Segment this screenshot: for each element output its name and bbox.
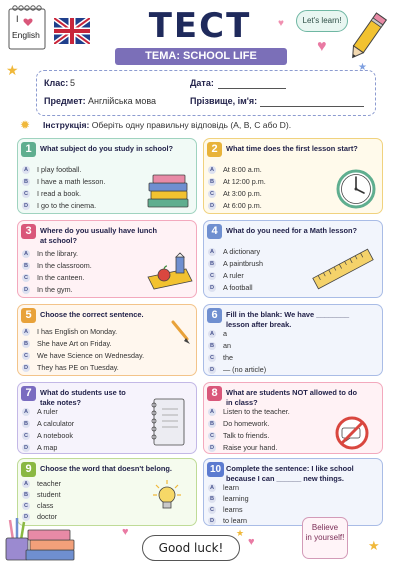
question-text: What are students NOT allowed to do in class?: [226, 388, 357, 407]
notebook-word-english: English: [12, 30, 40, 40]
question-number: 3: [21, 224, 36, 239]
question-number: 7: [21, 386, 36, 401]
question-card-4: [203, 220, 383, 298]
option-b[interactable]: B A paintbrush: [209, 259, 263, 269]
option-b[interactable]: B an: [209, 341, 231, 351]
believe-note: [302, 517, 348, 559]
option-a[interactable]: A In the library.: [23, 249, 79, 259]
option-a[interactable]: A A ruler: [23, 407, 58, 417]
heart-icon: ♥: [248, 536, 255, 548]
books-stack-icon: [24, 526, 78, 567]
believe-line-1: Believe: [311, 523, 339, 532]
good-luck-badge: Good luck!: [142, 535, 240, 561]
question-text: What subject do you study in school?: [40, 144, 174, 153]
star-icon: ★: [6, 62, 19, 78]
question-card-3: [17, 220, 197, 298]
option-c[interactable]: C In the canteen.: [23, 273, 85, 283]
option-d[interactable]: D They has PE on Tuesday.: [23, 363, 119, 373]
lunch-tray-icon: [146, 251, 194, 296]
option-b[interactable]: B At 12:00 p.m.: [209, 177, 266, 187]
heart-icon: ♥: [122, 526, 129, 538]
question-text: Choose the word that doesn't belong.: [40, 464, 172, 473]
question-card-9: [17, 458, 197, 526]
option-a[interactable]: A Listen to the teacher.: [209, 407, 290, 417]
option-d[interactable]: D A map: [23, 443, 58, 453]
question-text: Complete the sentence: I like school because I can ______ new things.: [226, 464, 354, 483]
believe-line-2: in yourself!: [305, 533, 345, 542]
option-a[interactable]: A I play football.: [23, 165, 82, 175]
lightbulb-icon: [152, 479, 182, 520]
question-text: What do students use to take notes?: [40, 388, 126, 407]
subject-value: Англійська мова: [88, 96, 157, 106]
question-number: 5: [21, 308, 36, 323]
option-b[interactable]: B Do homework.: [209, 419, 270, 429]
pencil-icon: [346, 8, 388, 66]
option-b[interactable]: B learning: [209, 494, 249, 504]
question-number: 8: [207, 386, 222, 401]
option-d[interactable]: D to learn: [209, 516, 247, 526]
option-a[interactable]: A learn: [209, 483, 239, 493]
question-text: Fill in the blank: We have ________ lesson after break.: [226, 310, 350, 329]
question-card-2: [203, 138, 383, 214]
option-c[interactable]: C the: [209, 353, 233, 363]
question-text: What time does the first lesson start?: [226, 144, 358, 153]
star-icon: ★: [358, 62, 367, 73]
question-number: 10: [207, 462, 224, 477]
option-b[interactable]: B I have a math lesson.: [23, 177, 106, 187]
question-card-10: [203, 458, 383, 526]
option-c[interactable]: C A notebook: [23, 431, 73, 441]
books-icon: [146, 169, 192, 214]
question-text: What do you need for a Math lesson?: [226, 226, 357, 235]
option-c[interactable]: C I read a book.: [23, 189, 81, 199]
option-b[interactable]: B In the classroom.: [23, 261, 92, 271]
question-number: 1: [21, 142, 36, 157]
instruction-star-icon: ✹: [20, 118, 31, 132]
lets-learn-bubble: Let's learn!: [296, 10, 348, 32]
class-value: 5: [70, 78, 76, 88]
notebook-word-i: I: [16, 14, 19, 24]
instruction-label: Інструкція:: [43, 120, 90, 130]
small-heart-icon: ♥: [278, 18, 284, 29]
date-field[interactable]: [218, 88, 286, 89]
instruction-text: Оберіть одну правильну відповідь (A, B, C або D).: [91, 120, 292, 130]
clock-icon: [336, 169, 376, 214]
option-c[interactable]: C class: [23, 501, 54, 511]
question-text: Choose the correct sentence.: [40, 310, 144, 319]
option-c[interactable]: C A ruler: [209, 271, 244, 281]
option-b[interactable]: B A calculator: [23, 419, 75, 429]
option-a[interactable]: A A dictionary: [209, 247, 261, 257]
star-icon: ★: [236, 528, 245, 538]
question-card-5: [17, 304, 197, 376]
topic-banner: ТЕМА: SCHOOL LIFE: [115, 48, 287, 65]
page-title: ТЕСТ: [148, 6, 252, 46]
subject-label: Предмет:: [44, 96, 86, 106]
question-number: 4: [207, 224, 222, 239]
option-a[interactable]: A teacher: [23, 479, 61, 489]
notebook-icon: [148, 395, 190, 456]
date-label: Дата:: [190, 78, 214, 88]
option-a[interactable]: A a: [209, 329, 227, 339]
question-card-6: [203, 304, 383, 376]
option-d[interactable]: D I go to the cinema.: [23, 201, 97, 211]
question-number: 2: [207, 142, 222, 157]
option-d[interactable]: D In the gym.: [23, 285, 73, 295]
pen-icon: [170, 319, 192, 352]
option-d[interactable]: D — (no article): [209, 365, 267, 375]
option-d[interactable]: D doctor: [23, 512, 57, 522]
option-d[interactable]: D Raise your hand.: [209, 443, 278, 453]
option-c[interactable]: C At 3:00 p.m.: [209, 189, 262, 199]
ruler-icon: [308, 247, 378, 296]
question-number: 9: [21, 462, 36, 477]
question-card-8: [203, 382, 383, 454]
instruction: [43, 120, 291, 130]
student-info-box: [36, 70, 376, 116]
option-c[interactable]: C Talk to friends.: [209, 431, 270, 441]
option-a[interactable]: A I has English on Monday.: [23, 327, 118, 337]
star-icon: ★: [368, 538, 380, 553]
option-a[interactable]: A At 8:00 a.m.: [209, 165, 262, 175]
option-d[interactable]: D At 6:00 p.m.: [209, 201, 262, 211]
option-b[interactable]: B student: [23, 490, 61, 500]
name-field[interactable]: [260, 106, 364, 107]
option-b[interactable]: B She have Art on Friday.: [23, 339, 112, 349]
option-c[interactable]: C We have Science on Wednesday.: [23, 351, 145, 361]
no-talking-icon: [334, 415, 370, 456]
name-label: Прізвище, ім'я:: [190, 96, 258, 106]
option-c[interactable]: C learns: [209, 505, 243, 515]
question-card-1: [17, 138, 197, 214]
question-card-7: [17, 382, 197, 454]
class-label: Клас:: [44, 78, 69, 88]
option-d[interactable]: D A football: [209, 283, 253, 293]
question-number: 6: [207, 308, 222, 323]
question-text: Where do you usually have lunch at school?: [40, 226, 158, 245]
pink-heart-icon: ♥: [317, 38, 327, 55]
